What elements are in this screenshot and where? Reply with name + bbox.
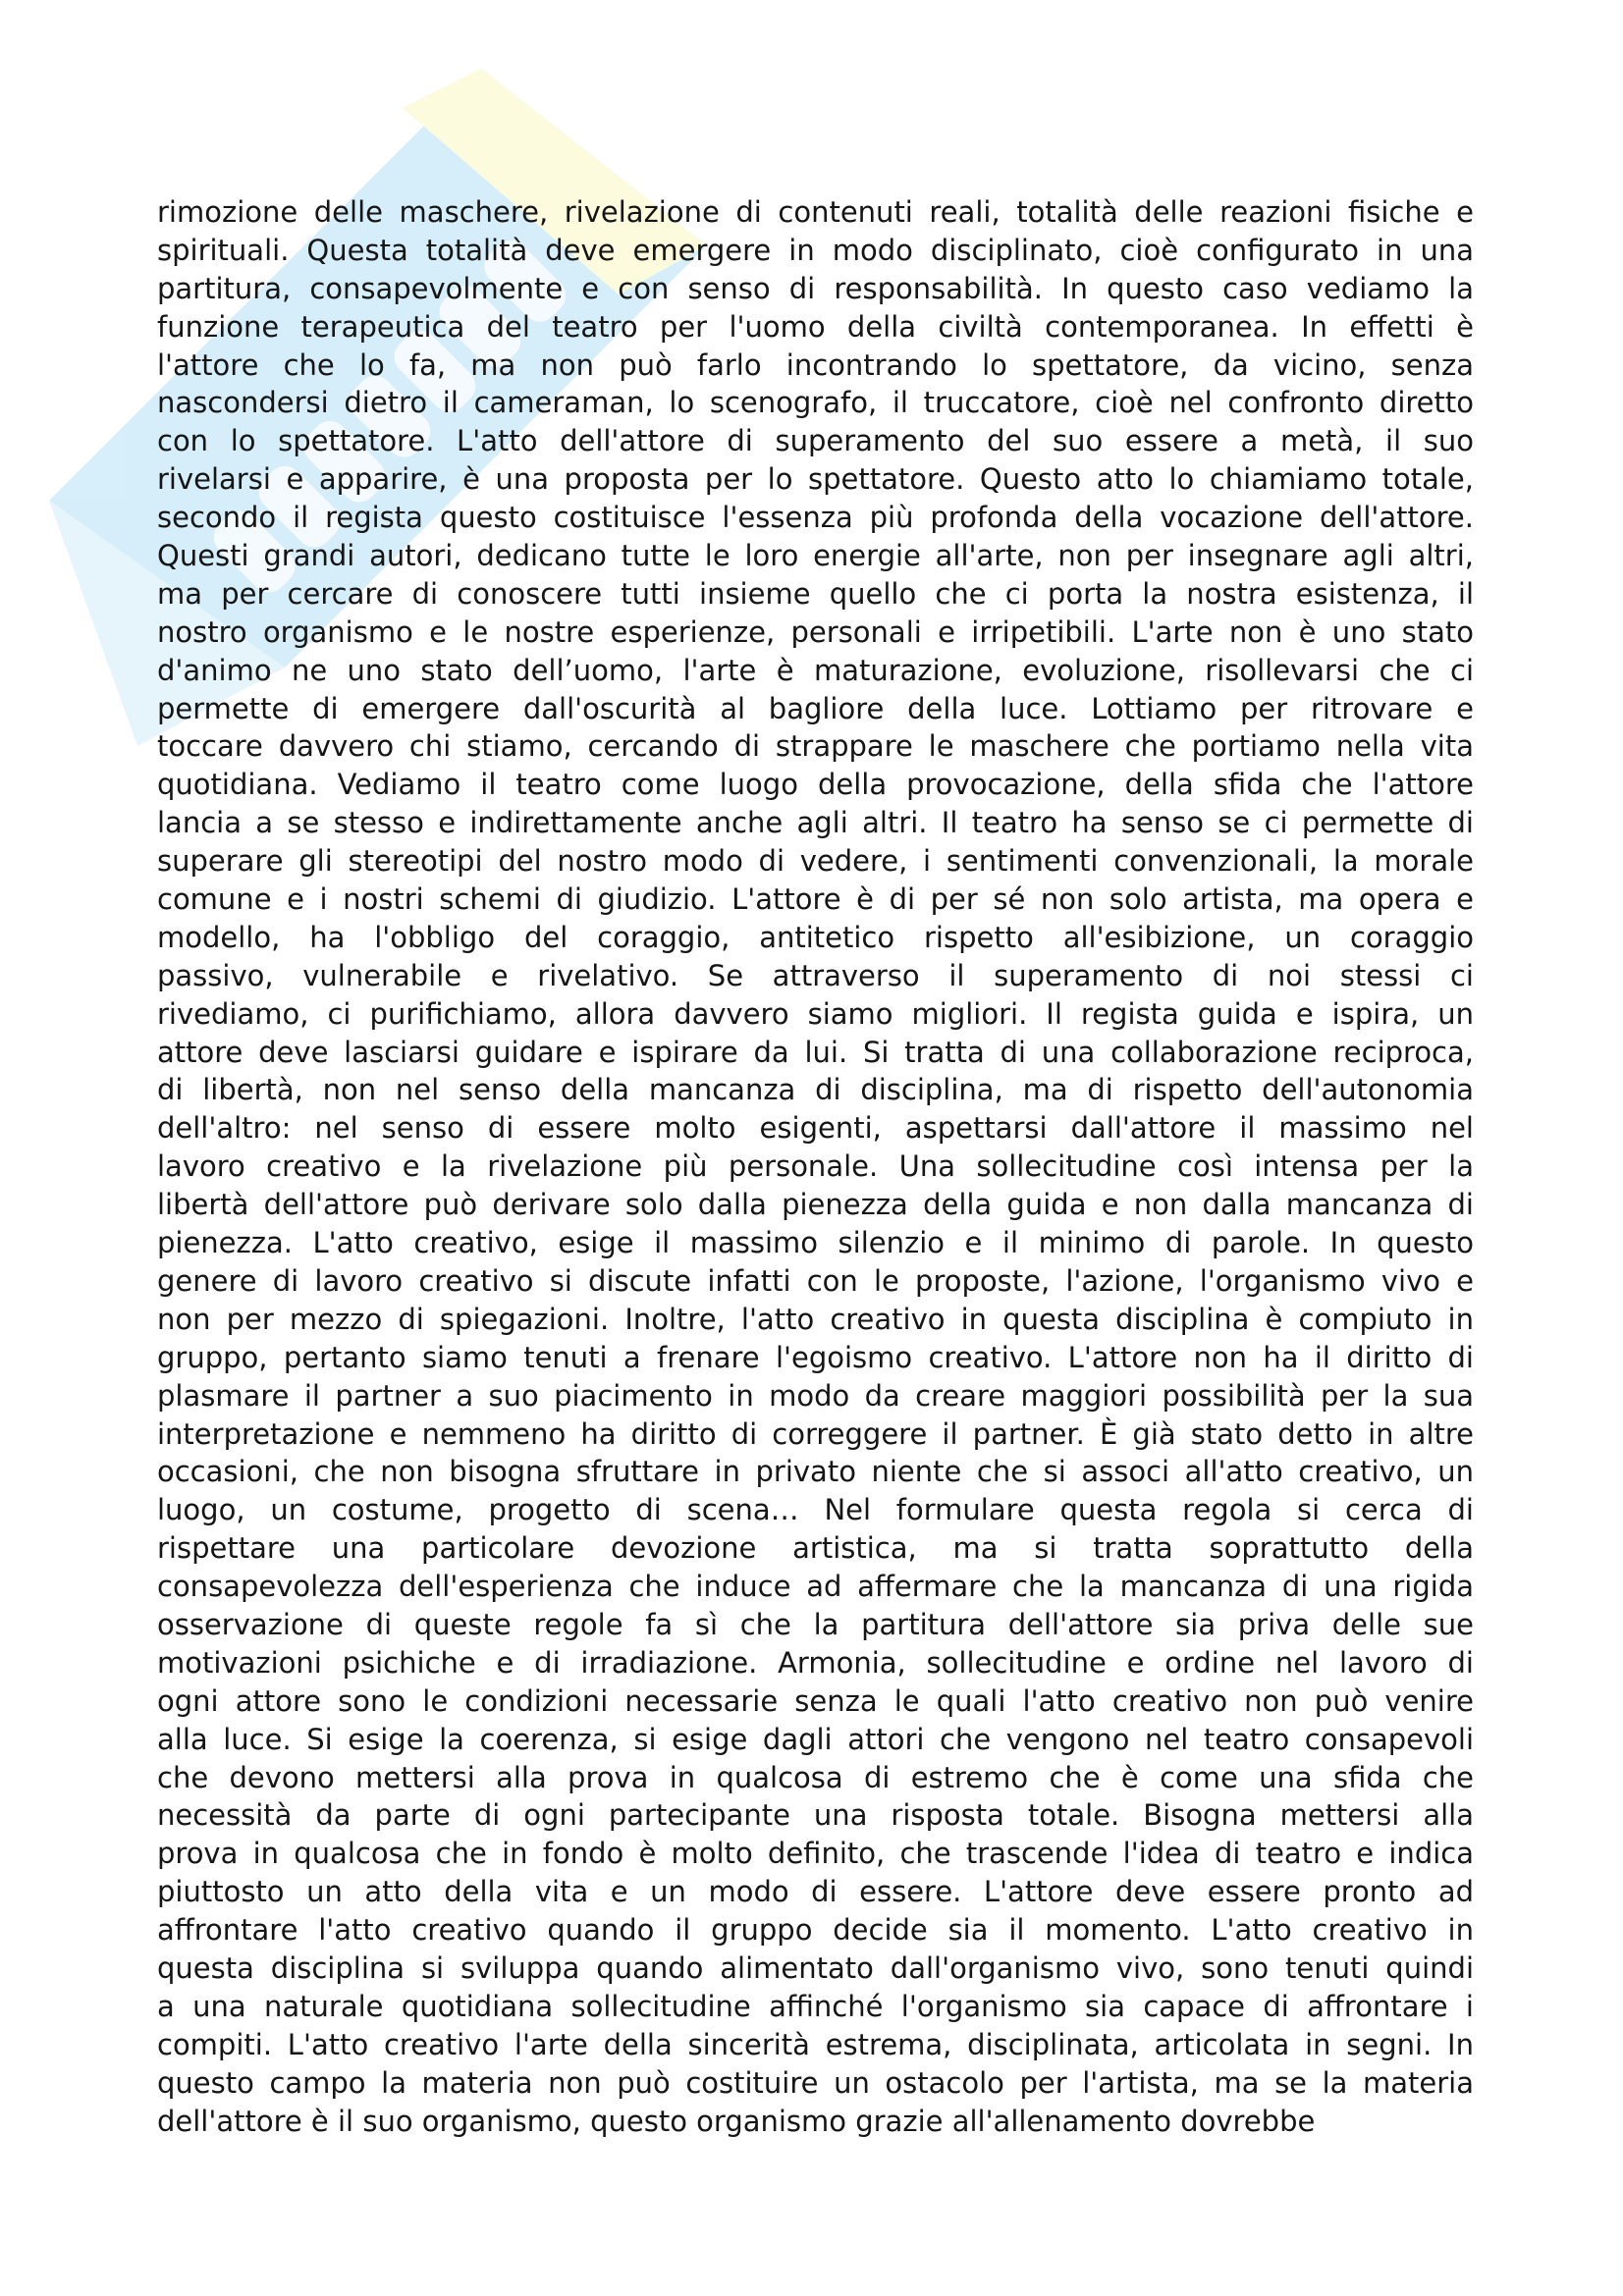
text-line: d'animo ne uno stato dell’uomo, l'arte è maturazione, evoluzione, risollevarsi che ci (157, 653, 1474, 687)
text-line: occasioni, che non bisogna sfruttare in privato niente che si associ all'atto creativo, un (157, 1455, 1474, 1489)
text-line: secondo il regista questo costituisce l'essenza più profonda della vocazione dell'attore. (157, 501, 1474, 535)
text-line: permette di emergere dall'oscurità al bagliore della luce. Lottiamo per ritrovare e (157, 691, 1474, 725)
text-line: funzione terapeutica del teatro per l'uomo della civiltà contemporanea. In effetti è (157, 309, 1474, 344)
text-line: pienezza. L'atto creativo, esige il massimo silenzio e il minimo di parole. In questo (157, 1226, 1474, 1260)
text-line: plasmare il partner a suo piacimento in modo da creare maggiori possibilità per la sua (157, 1378, 1474, 1413)
text-line: motivazioni psichiche e di irradiazione. Armonia, sollecitudine e ordine nel lavoro di (157, 1645, 1474, 1680)
text-line: lancia a se stesso e indirettamente anche agli altri. Il teatro ha senso se ci permette di (157, 806, 1474, 840)
text-line: alla luce. Si esige la coerenza, si esige dagli attori che vengono nel teatro consapevoli (157, 1722, 1474, 1756)
text-line: interpretazione e nemmeno ha diritto di correggere il partner. È già stato detto in altre (157, 1416, 1474, 1451)
text-line: con lo spettatore. L'atto dell'attore di superamento del suo essere a metà, il suo (157, 424, 1474, 458)
text-line: a una naturale quotidiana sollecitudine affinché l'organismo sia capace di affrontare i (157, 1989, 1474, 2023)
text-line: dell'attore è il suo organismo, questo organismo grazie all'allenamento dovrebbe (157, 2104, 1316, 2138)
text-line: piuttosto un atto della vita e un modo di essere. L'attore deve essere pronto ad (157, 1875, 1474, 1909)
text-line: che devono mettersi alla prova in qualcosa di estremo che è come una sfida che (157, 1760, 1474, 1794)
text-line: necessità da parte di ogni partecipante una risposta totale. Bisogna mettersi alla (157, 1798, 1474, 1833)
text-line: rispettare una particolare devozione artistica, ma si tratta soprattutto della (157, 1531, 1474, 1566)
text-line: ogni attore sono le condizioni necessarie senza le quali l'atto creativo non può venire (157, 1683, 1474, 1718)
text-line: comune e i nostri schemi di giudizio. L'attore è di per sé non solo artista, ma opera e (157, 882, 1474, 917)
text-line: libertà dell'attore può derivare solo dalla pienezza della guida e non dalla mancanza di (157, 1188, 1474, 1222)
text-line: attore deve lasciarsi guidare e ispirare da lui. Si tratta di una collaborazione reciproca, (157, 1035, 1474, 1069)
text-line: partitura, consapevolmente e con senso di responsabilità. In questo caso vediamo la (157, 271, 1474, 305)
text-line: ma per cercare di conoscere tutti insieme quello che ci porta la nostra esistenza, il (157, 576, 1474, 611)
text-line: questa disciplina si sviluppa quando alimentato dall'organismo vivo, sono tenuti quindi (157, 1950, 1474, 1985)
text-line: nostro organismo e le nostre esperienze, personali e irripetibili. L'arte non è uno stato (157, 614, 1474, 649)
text-line: affrontare l'atto creativo quando il gruppo decide sia il momento. L'atto creativo in (157, 1913, 1474, 1948)
text-line: rivelarsi e apparire, è una proposta per lo spettatore. Questo atto lo chiamiamo totale, (157, 462, 1474, 497)
text-line: Questi grandi autori, dedicano tutte le loro energie all'arte, non per insegnare agli altri, (157, 539, 1474, 573)
text-line: consapevolezza dell'esperienza che induce ad affermare che la mancanza di una rigida (157, 1570, 1474, 1604)
text-line: compiti. L'atto creativo l'arte della sincerità estrema, disciplinata, articolata in segni. In (157, 2027, 1474, 2061)
text-line: genere di lavoro creativo si discute infatti con le proposte, l'azione, l'organismo vivo e (157, 1263, 1474, 1298)
text-line: spirituali. Questa totalità deve emergere in modo disciplinato, cioè configurato in una (157, 233, 1474, 267)
text-line: gruppo, pertanto siamo tenuti a frenare l'egoismo creativo. L'attore non ha il diritto di (157, 1340, 1474, 1374)
text-line: non per mezzo di spiegazioni. Inoltre, l'atto creativo in questa disciplina è compiuto in (157, 1302, 1474, 1336)
text-line: nascondersi dietro il cameraman, lo scenografo, il truccatore, cioè nel confronto diretto (157, 386, 1474, 420)
text-line: rivediamo, ci purifichiamo, allora davvero siamo migliori. Il regista guida e ispira, un (157, 996, 1474, 1031)
body-text (157, 193, 1474, 2140)
text-line: questo campo la materia non può costituire un ostacolo per l'artista, ma se la materia (157, 2065, 1474, 2100)
text-line: passivo, vulnerabile e rivelativo. Se attraverso il superamento di noi stessi ci (157, 958, 1474, 992)
text-line: prova in qualcosa che in fondo è molto definito, che trascende l'idea di teatro e indica (157, 1837, 1474, 1871)
text-line: modello, ha l'obbligo del coraggio, antitetico rispetto all'esibizione, un coraggio (157, 920, 1474, 954)
text-line: di libertà, non nel senso della mancanza di disciplina, ma di rispetto dell'autonomia (157, 1073, 1474, 1107)
text-line: quotidiana. Vediamo il teatro come luogo della provocazione, della sfida che l'attore (157, 768, 1474, 802)
text-line: dell'altro: nel senso di essere molto esigenti, aspettarsi dall'attore il massimo nel (157, 1111, 1474, 1146)
text-line: superare gli stereotipi del nostro modo di vedere, i sentimenti convenzionali, la morale (157, 844, 1474, 879)
text-line: toccare davvero chi stiamo, cercando di strappare le maschere che portiamo nella vita (157, 729, 1474, 764)
text-line: rimozione delle maschere, rivelazione di contenuti reali, totalità delle reazioni fisiche e (157, 195, 1474, 229)
text-line: l'attore che lo fa, ma non può farlo incontrando lo spettatore, da vicino, senza (157, 347, 1474, 382)
text-line: lavoro creativo e la rivelazione più personale. Una sollecitudine così intensa per la (157, 1149, 1474, 1184)
text-line: luogo, un costume, progetto di scena… Nel formulare questa regola si cerca di (157, 1493, 1474, 1527)
text-line: osservazione di queste regole fa sì che la partitura dell'attore sia priva delle sue (157, 1607, 1474, 1641)
